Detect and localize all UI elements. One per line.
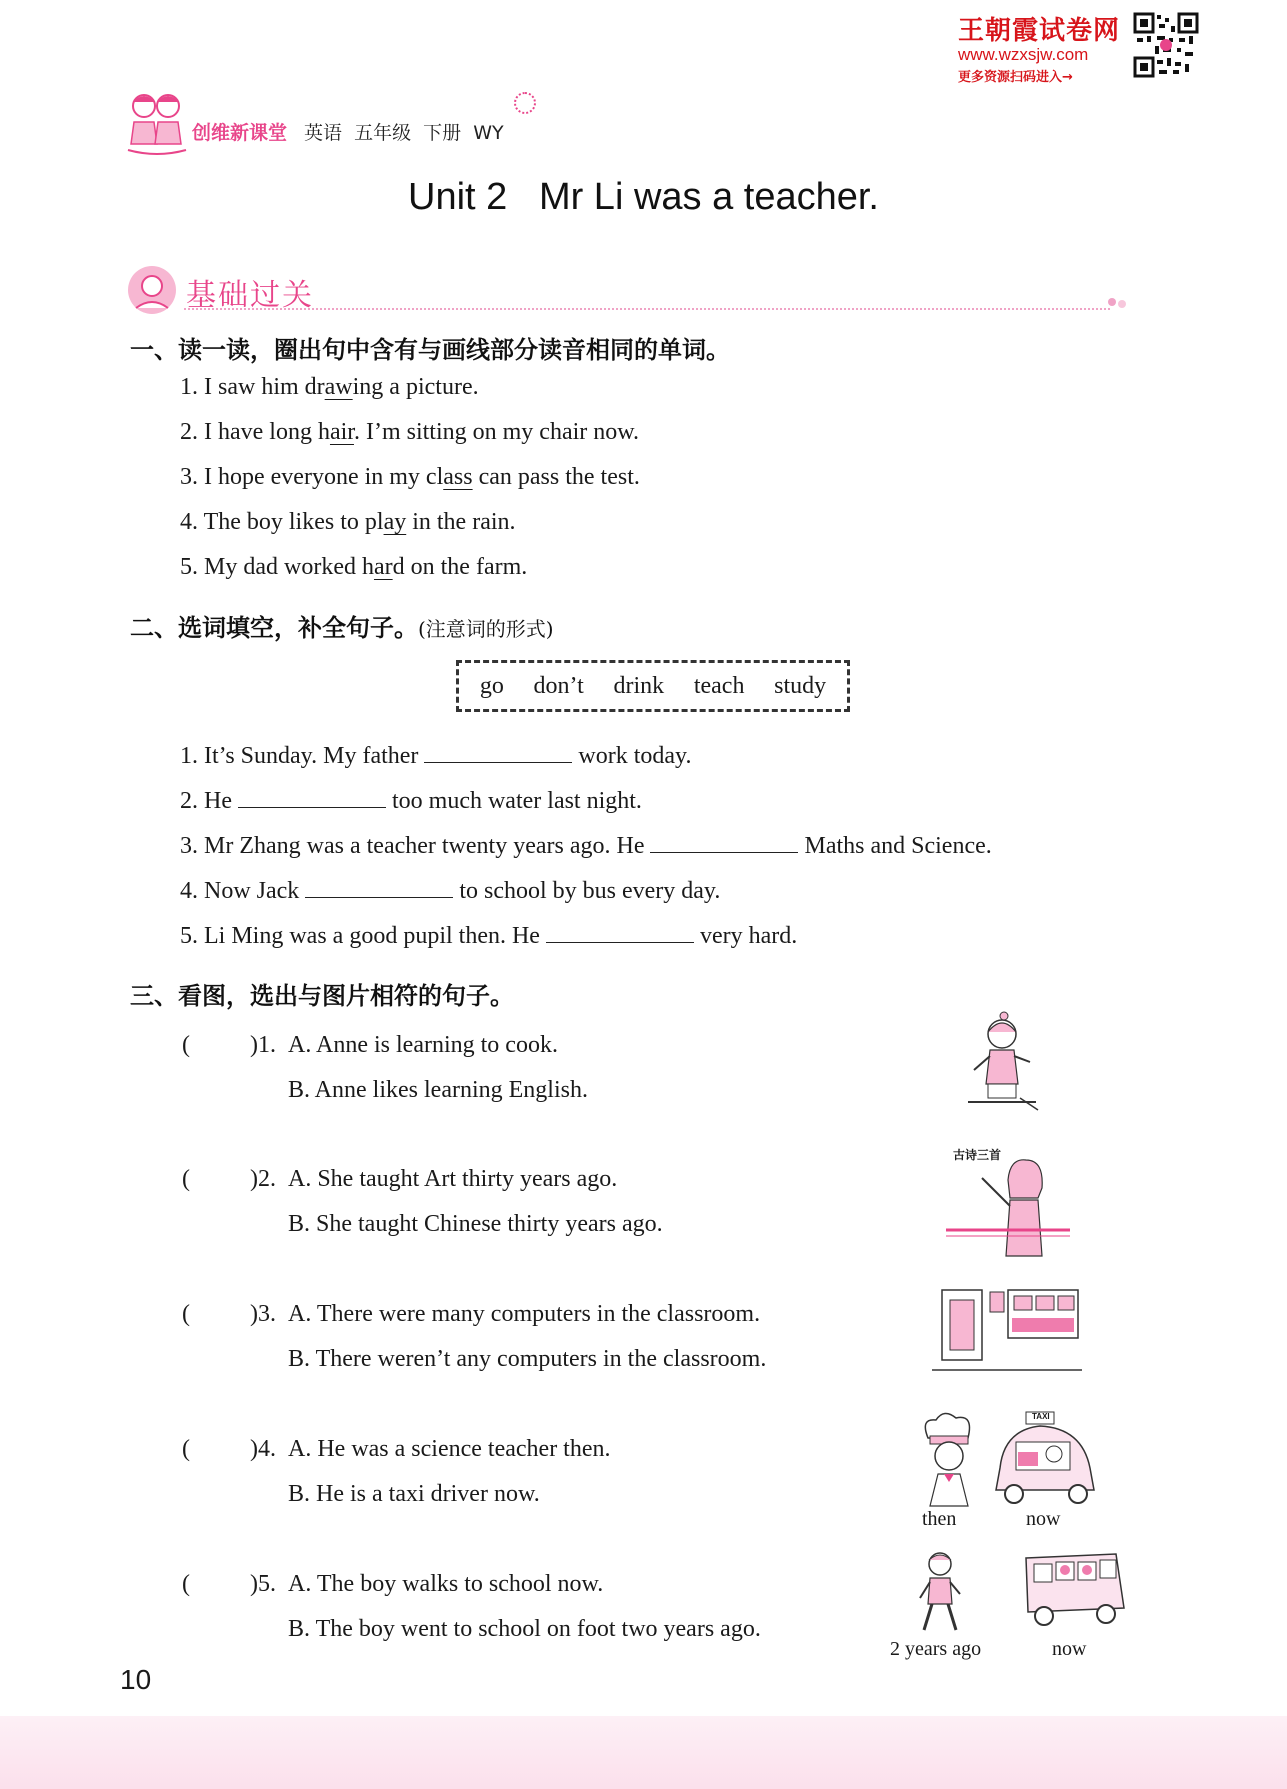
item-number: 1. [180,374,198,400]
s3-item-4-option-a: A. He was a science teacher then. [288,1436,611,1462]
word-bank-word: teach [693,672,745,699]
section2-note: (注意词的形式) [418,617,554,641]
underlined-letters: ay [383,509,407,535]
sentence-text: can pass the test. [472,464,640,490]
item-number: 4. [180,878,198,904]
kids-mascot-icon [124,88,190,158]
word-bank-word: drink [613,672,665,699]
answer-blank[interactable] [650,832,798,853]
item-number: 2. [180,788,198,814]
header-flower-icon [514,92,536,114]
sentence-text: Maths and Science. [804,833,992,859]
answer-blank[interactable] [424,742,572,763]
answer-paren-open[interactable]: ( [182,1032,190,1058]
s3-item-3-option-b: B. There weren’t any computers in the classroom. [288,1346,767,1372]
s3-item-4-option-b: B. He is a taxi driver now. [288,1481,540,1507]
header-edition: WY [473,122,504,144]
blackboard-label: 古诗三首 [953,1148,1002,1162]
section2-heading-text: 二、选词填空，补全句子。 [130,614,418,642]
word-bank-word: study [774,672,827,699]
s1-item-2 [180,419,639,446]
sentence-text: Now Jack [204,878,300,904]
footer-band [0,1716,1287,1789]
sentence-text: I saw him dr [204,374,325,400]
sentence-text: ing a picture. [352,374,479,400]
site-url: www.wzxsjw.com [958,45,1089,64]
banner-dotted-line [184,308,1110,310]
s3-item-3-option-a: A. There were many computers in the classroom. [288,1301,761,1327]
teacher-pointing-picture [946,1144,1070,1260]
s3-item-5-number: )5. [250,1571,276,1597]
section3-heading: 三、看图，选出与图片相符的句子。 [130,982,514,1010]
s1-item-5 [180,554,527,581]
answer-paren-open[interactable]: ( [182,1301,190,1327]
s3-item-5-option-a: A. The boy walks to school now. [288,1571,604,1597]
school-bus-picture [1020,1548,1126,1628]
s3-item-1-number: )1. [250,1032,276,1058]
header-grade: 五年级 [354,122,412,144]
s3-item-1-option-a: A. Anne is learning to cook. [288,1032,558,1058]
page-title: Unit 2 Mr Li was a teacher. [408,176,879,218]
sentence-text: . I’m sitting on my chair now. [353,419,640,445]
answer-blank[interactable] [546,922,694,943]
sentence-text: The boy likes to pl [203,509,384,535]
sentence-text: very hard. [699,923,798,949]
s1-item-3 [180,464,640,491]
s2-item-4 [180,877,720,905]
s3-item-2-option-a: A. She taught Art thirty years ago. [288,1166,618,1192]
sentence-text: work today. [578,743,692,769]
classroom-computers-picture [932,1286,1082,1372]
sentence-text: I hope everyone in my cl [204,464,444,490]
taxi-picture [990,1408,1102,1508]
s3-item-1-option-b: B. Anne likes learning English. [288,1077,588,1103]
site-name: 王朝霞试卷网 [958,16,1121,46]
sentence-text: Li Ming was a good pupil then. He [204,923,540,949]
answer-paren-open[interactable]: ( [182,1166,190,1192]
girl-cooking-picture [962,1010,1042,1114]
sentence-text: to school by bus every day. [459,878,721,904]
word-bank-word: go [479,672,504,699]
sentence-text: d on the farm. [392,554,528,580]
s1-item-1 [180,374,479,401]
header-meta [304,118,504,145]
girl-reading-icon [126,264,178,316]
section-banner: 基础过关 [186,278,314,313]
answer-blank[interactable] [238,787,386,808]
section1-heading: 一、读一读，圈出句中含有与画线部分读音相同的单词。 [130,336,730,364]
s3-item-5-option-b: B. The boy went to school on foot two years ago. [288,1616,761,1642]
item-number: 3. [180,464,198,490]
s2-item-5 [180,922,797,950]
sentence-text: Mr Zhang was a teacher twenty years ago. He [204,833,645,859]
s3-item-4-number: )4. [250,1436,276,1462]
word-bank-box [456,660,850,712]
item-number: 2. [180,419,198,445]
chef-picture [914,1408,984,1508]
caption-then: then [922,1508,957,1530]
s2-item-3 [180,832,992,860]
s1-item-4 [180,509,516,536]
underlined-letters: aw [324,374,353,400]
section2-heading [130,608,554,643]
site-logo [958,10,1128,85]
header-brand: 创维新课堂 [192,122,288,144]
qr-code-icon[interactable] [1133,12,1199,78]
item-number: 4. [180,509,198,535]
item-number: 5. [180,923,198,949]
item-number: 3. [180,833,198,859]
underlined-letters: ar [373,554,393,580]
page-number: 10 [120,1664,152,1695]
item-number: 5. [180,554,198,580]
underlined-letters: ass [443,464,473,490]
caption-2-years-ago: 2 years ago [890,1638,982,1660]
caption-now: now [1052,1638,1087,1660]
s3-item-3-number: )3. [250,1301,276,1327]
answer-paren-open[interactable]: ( [182,1571,190,1597]
sentence-text: in the rain. [406,509,516,535]
taxi-sign: TAXI [1032,1412,1050,1421]
word-bank-word: don’t [533,672,584,699]
underlined-letters: air [329,419,354,445]
s3-item-2-option-b: B. She taught Chinese thirty years ago. [288,1211,663,1237]
caption-now: now [1026,1508,1061,1530]
item-number: 1. [180,743,198,769]
sentence-text: My dad worked h [204,554,374,580]
s3-item-2-number: )2. [250,1166,276,1192]
answer-paren-open[interactable]: ( [182,1436,190,1462]
s2-item-2 [180,787,642,815]
sentence-text: It’s Sunday. My father [204,743,419,769]
boy-walking-picture [916,1550,966,1636]
header-volume: 下册 [423,122,462,144]
site-tagline: 更多资源扫码进入→ [958,70,1073,85]
sentence-text: too much water last night. [391,788,642,814]
s2-item-1 [180,742,692,770]
sentence-text: I have long h [204,419,330,445]
answer-blank[interactable] [305,877,453,898]
header-subject: 英语 [304,122,343,144]
sentence-text: He [204,788,232,814]
banner-dots-icon [1108,296,1128,310]
